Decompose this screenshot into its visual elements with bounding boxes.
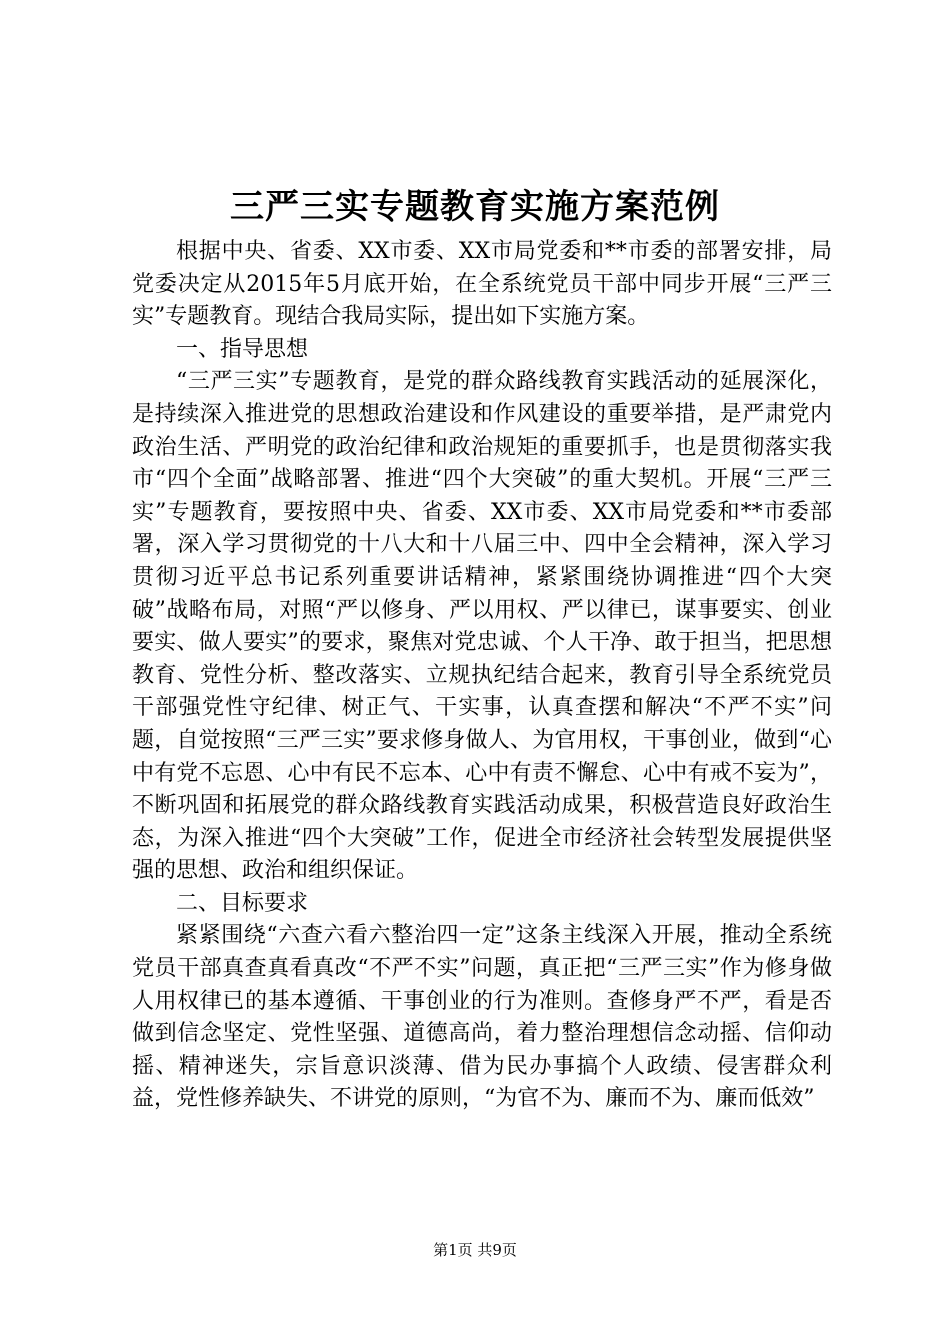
document-body bbox=[132, 236, 832, 1116]
intro-paragraph: 根据中央、省委、XX市委、XX市局党委和**市委的部署安排，局党委决定从2015年5月底开始，在全系统党员干部中同步开展“三严三实”专题教育。现结合我局实际，提出如下实施方案。 bbox=[132, 239, 832, 330]
section-heading-goals: 二、目标要求 bbox=[176, 890, 309, 916]
guiding-ideology-paragraph: “三严三实”专题教育，是党的群众路线教育实践活动的延展深化，是持续深入推进党的思想政治建设和作风建设的重要举措，是严肃党内政治生活、严明党的政治纪律和政治规矩的重要抓手，也是贯彻落实我市“四个全面”战略部署、推进“四个大突破”的重大契机。开展“三严三实”专题教育，要按照中央、省委、XX市委、XX市局党委和**市委部署，深入学习贯彻党的十八大和十八届三中、四中全会精神，深入学习贯彻习近平总书记系列重要讲话精神，紧紧围绕协调推进“四个大突破”战略布局，对照“严以修身、严以用权、严以律已，谋事要实、创业要实、做人要实”的要求，聚焦对党忠诚、个人干净、敢于担当，把思想教育、党性分析、整改落实、立规执纪结合起来，教育引导全系统党员干部强党性守纪律、树正气、干实事，认真查摆和解决“不严不实”问题，自觉按照“三严三实”要求修身做人、为官用权，干事创业，做到“心中有党不忘恩、心中有民不忘本、心中有责不懈怠、心中有戒不妄为”，不断巩固和拓展党的群众路线教育实践活动成果，积极营造良好政治生态，为深入推进“四个大突破”工作，促进全市经济社会转型发展提供坚强的思想、政治和组织保证。 bbox=[132, 369, 832, 884]
section-heading-guiding-ideology: 一、指导思想 bbox=[176, 336, 309, 362]
page-number-footer: 第1页 共9页 bbox=[433, 1241, 517, 1259]
document-title: 三严三实专题教育实施方案范例 bbox=[230, 187, 720, 227]
goals-paragraph: 紧紧围绕“六查六看六整治四一定”这条主线深入开展，推动全系统党员干部真查真看真改“不严不实”问题，真正把“三严三实”作为修身做人用权律已的基本遵循、干事创业的行为准则。查修身严不严，看是否做到信念坚定、党性坚强、道德高尚，着力整治理想信念动摇、信仰动摇、精神迷失，宗旨意识淡薄、借为民办事搞个人政绩、侵害群众利益，党性修养缺失、不讲党的原则，“为官不为、廉而不为、廉而低效” bbox=[132, 923, 832, 1112]
